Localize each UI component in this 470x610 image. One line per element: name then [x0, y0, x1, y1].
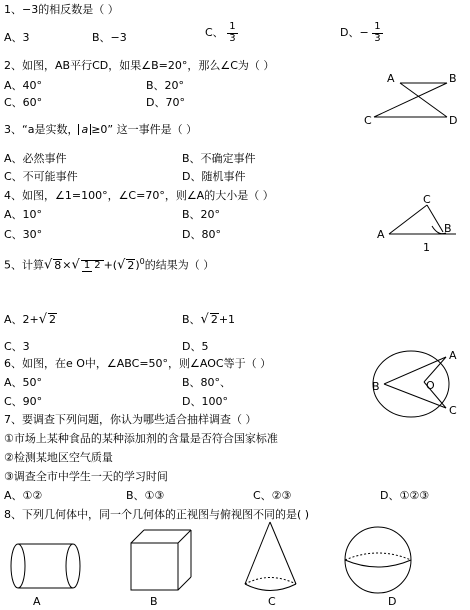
- q5-option-d: D、5: [182, 340, 209, 353]
- radical-icon: √: [38, 312, 48, 327]
- q5-b-prefix: B、: [182, 313, 201, 326]
- q7-item-1: ①市场上某种食品的某种添加剂的含量是否符合国家标准: [4, 432, 278, 445]
- q2-option-d: D、70°: [146, 96, 185, 109]
- q5-b-suffix: +1: [218, 313, 236, 326]
- q5-b-sqrt: 2: [210, 313, 218, 326]
- q2-option-c: C、60°: [4, 96, 43, 109]
- q7-option-c: C、②③: [253, 489, 292, 502]
- cylinder-icon: [11, 544, 80, 588]
- q3-option-a: A、必然事件: [4, 152, 67, 165]
- q5-close-paren: ): [135, 258, 140, 272]
- q5-exponent: 0: [139, 257, 145, 266]
- q3-option-c: C、不可能事件: [4, 170, 78, 183]
- q1-option-c-prefix: C、: [205, 26, 224, 39]
- q2-stem: 2、如图，AB平行CD，如果∠B=20°，那么∠C为（ ）: [4, 59, 275, 72]
- radical-icon: √: [44, 257, 53, 273]
- q4-label-b: B: [444, 222, 452, 235]
- cube-icon: [131, 530, 191, 590]
- q5-frac-denominator: 2: [94, 259, 101, 271]
- q4-option-a: A、10°: [4, 208, 43, 221]
- q7-option-b: B、①③: [126, 489, 165, 502]
- q8-label-d: D: [388, 595, 397, 608]
- q7-item-3: ③调查全市中学生一天的学习时间: [4, 470, 168, 483]
- radical-icon: √: [117, 257, 126, 273]
- q2-label-c: C: [364, 114, 372, 127]
- q5-option-c: C、3: [4, 340, 30, 353]
- q4-label-c: C: [423, 193, 431, 206]
- q6-stem: 6、如图，在e O中，∠ABC=50°，则∠AOC等于（ ）: [4, 357, 272, 370]
- q1-c-numerator: 1: [229, 21, 236, 32]
- q6-option-a: A、50°: [4, 376, 43, 389]
- q1-c-denominator: 3: [229, 32, 236, 44]
- q1-option-d-prefix: D、−: [340, 26, 369, 39]
- q1-d-numerator: 1: [374, 21, 381, 32]
- q5-plus-paren: +(: [103, 258, 118, 272]
- q4-stem: 4、如图，∠1=100°，∠C=70°，则∠A的大小是（ ）: [4, 189, 274, 202]
- q3-stem-prefix: 3、“a是实数，: [4, 123, 79, 136]
- q2-label-d: D: [449, 114, 458, 127]
- q6-label-o: O: [426, 379, 435, 392]
- q2-label-b: B: [449, 72, 457, 85]
- q3-option-d: D、随机事件: [182, 170, 246, 183]
- q2-option-a: A、40°: [4, 79, 43, 92]
- q5-a-sqrt: 2: [49, 313, 57, 326]
- q3-option-b: B、不确定事件: [182, 152, 256, 165]
- q6-option-c: C、90°: [4, 395, 43, 408]
- cone-icon: [245, 522, 296, 591]
- q6-label-c: C: [449, 404, 457, 417]
- q8-label-c: C: [268, 595, 276, 608]
- q1-stem: 1、−3的相反数是（ ）: [4, 3, 119, 16]
- q3-absolute-value: a: [78, 124, 91, 135]
- q1-d-denominator: 3: [374, 32, 381, 44]
- q8-stem: 8、下列几何体中，同一个几何体的正视图与俯视图不同的是( ): [4, 508, 310, 521]
- radical-icon: √: [71, 257, 80, 273]
- q8-label-b: B: [150, 595, 158, 608]
- q5-sqrt2: 2: [127, 258, 135, 272]
- q1-option-b: B、−3: [92, 31, 127, 44]
- q6-option-b: B、80°、: [182, 376, 232, 389]
- q1-option-a: A、3: [4, 31, 30, 44]
- q7-item-2: ②检测某地区空气质量: [4, 451, 113, 464]
- q4-option-c: C、30°: [4, 228, 43, 241]
- q6-option-d: D、100°: [182, 395, 228, 408]
- q2-option-b: B、20°: [146, 79, 185, 92]
- q8-label-a: A: [33, 595, 41, 608]
- q5-times: ×: [62, 258, 72, 272]
- q4-label-angle-1: 1: [423, 241, 430, 254]
- q7-option-d: D、①②③: [380, 489, 430, 502]
- q2-label-a: A: [387, 72, 395, 85]
- q4-label-a: A: [377, 228, 385, 241]
- q5-a-prefix: A、2+: [4, 313, 39, 326]
- q7-stem: 7、要调查下列问题，你认为哪些适合抽样调查（ ）: [4, 413, 257, 426]
- q5-stem-suffix: 的结果为（ ）: [144, 258, 215, 272]
- q4-option-b: B、20°: [182, 208, 221, 221]
- q6-label-a: A: [449, 349, 457, 362]
- q5-sqrt8: 8: [54, 258, 62, 272]
- q7-option-a: A、①②: [4, 489, 43, 502]
- q3-stem-suffix: ≥0” 这一事件是（ ）: [91, 123, 198, 136]
- sphere-icon: [345, 527, 411, 593]
- q6-label-b: B: [372, 380, 380, 393]
- q4-option-d: D、80°: [182, 228, 221, 241]
- q5-frac-numerator: 1: [83, 259, 91, 271]
- radical-icon: √: [200, 312, 209, 327]
- q5-stem-prefix: 5、计算: [4, 258, 44, 272]
